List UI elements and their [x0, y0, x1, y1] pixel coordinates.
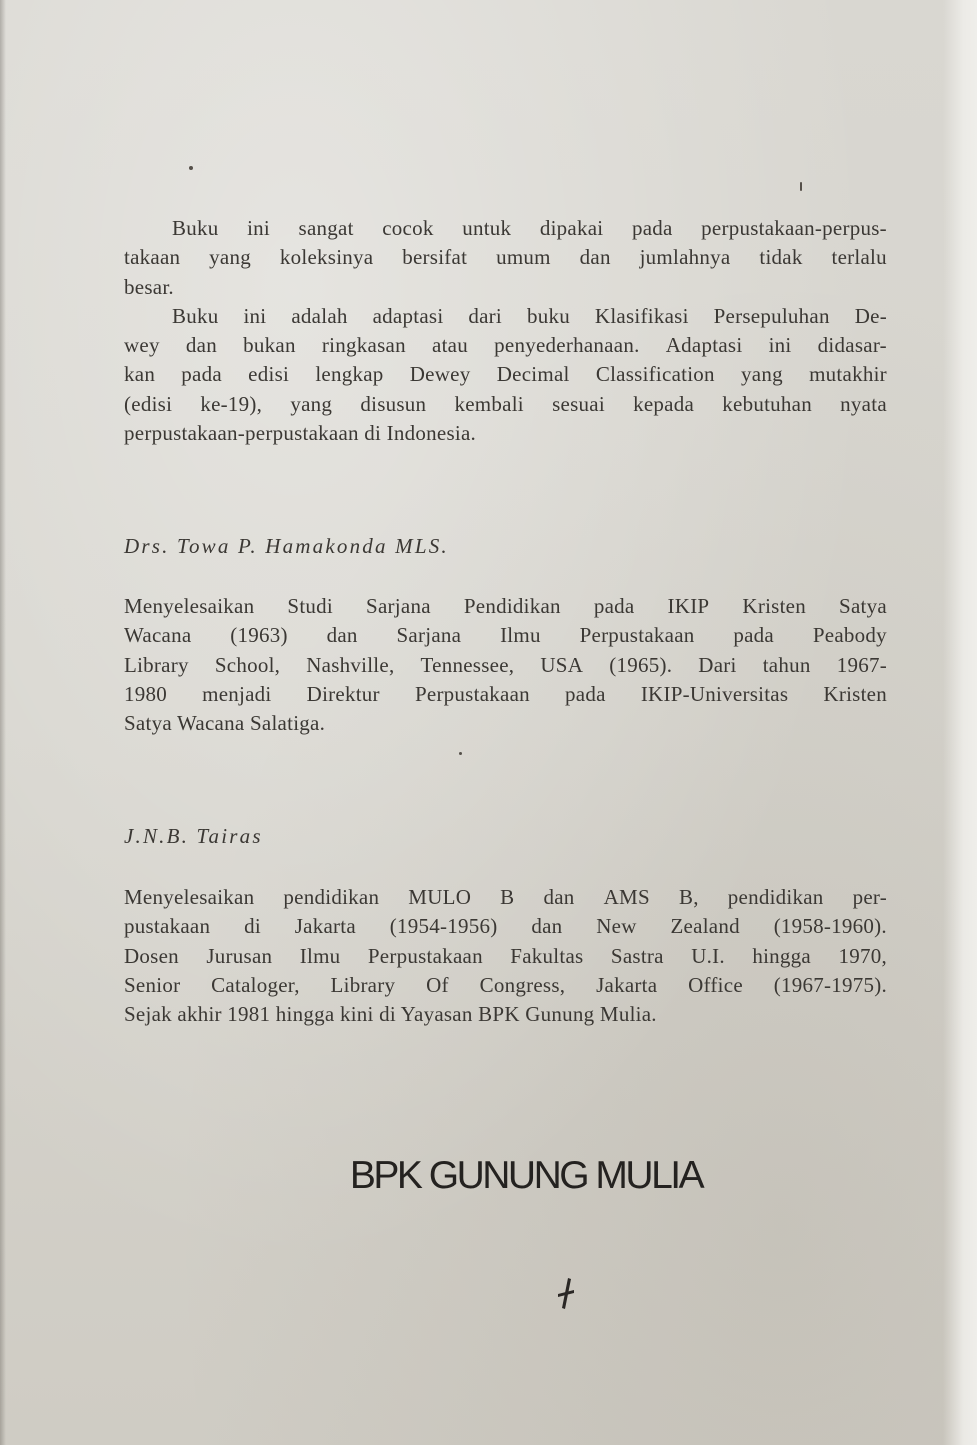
- bio-line: Menyelesaikan pendidikan MULO B dan AMS B, pendidikan per-: [124, 885, 887, 909]
- publisher-logo: BPK GUNUNG MULIA: [349, 1154, 703, 1197]
- author-1-name: Drs. Towa P. Hamakonda MLS.: [124, 534, 449, 558]
- intro-text: [124, 214, 887, 448]
- bio-line: Sejak akhir 1981 hingga kini di Yayasan BPK Gunung Mulia.: [124, 1002, 657, 1027]
- page-edge-shadow: [0, 0, 6, 1445]
- paper-speck: [189, 166, 193, 170]
- intro-line: Buku ini sangat cocok untuk dipakai pada perpustakaan-perpus-: [172, 216, 887, 240]
- bio-line: 1980 menjadi Direktur Perpustakaan pada IKIP-Universitas Kristen: [124, 681, 887, 706]
- intro-line: kan pada edisi lengkap Dewey Decimal Classification yang mutakhir: [124, 362, 887, 387]
- author-2-name: J.N.B. Tairas: [124, 824, 263, 848]
- bio-line: Wacana (1963) dan Sarjana Ilmu Perpustakaan pada Peabody: [124, 623, 887, 648]
- intro-line: besar.: [124, 274, 174, 299]
- paper-speck: [459, 752, 462, 755]
- bio-line: Dosen Jurusan Ilmu Perpustakaan Fakultas Sastra U.I. hingga 1970,: [124, 943, 887, 968]
- intro-line: wey dan bukan ringkasan atau penyederhanaan. Adaptasi ini didasar-: [124, 333, 887, 358]
- page-edge-highlight: [943, 0, 977, 1445]
- intro-line: (edisi ke-19), yang disusun kembali sesuai kepada kebutuhan nyata: [124, 391, 887, 416]
- publisher-mark-icon: [556, 1276, 576, 1312]
- bio-line: pustakaan di Jakarta (1954-1956) dan New Zealand (1958-1960).: [124, 914, 887, 939]
- intro-line: Buku ini adalah adaptasi dari buku Klasifikasi Persepuluhan De-: [172, 303, 887, 328]
- bio-line: Senior Cataloger, Library Of Congress, Jakarta Office (1967-1975).: [124, 972, 887, 997]
- paper-speck: [800, 182, 802, 191]
- bio-line: Library School, Nashville, Tennessee, USA (1965). Dari tahun 1967-: [124, 652, 887, 677]
- bio-line: Satya Wacana Salatiga.: [124, 711, 326, 736]
- intro-line: takaan yang koleksinya bersifat umum dan jumlahnya tidak terlalu: [124, 245, 887, 270]
- intro-line: perpustakaan-perpustakaan di Indonesia.: [124, 421, 477, 446]
- author-2-bio: [124, 883, 887, 1029]
- author-1-bio: [124, 592, 887, 738]
- bio-line: Menyelesaikan Studi Sarjana Pendidikan pada IKIP Kristen Satya: [124, 594, 887, 618]
